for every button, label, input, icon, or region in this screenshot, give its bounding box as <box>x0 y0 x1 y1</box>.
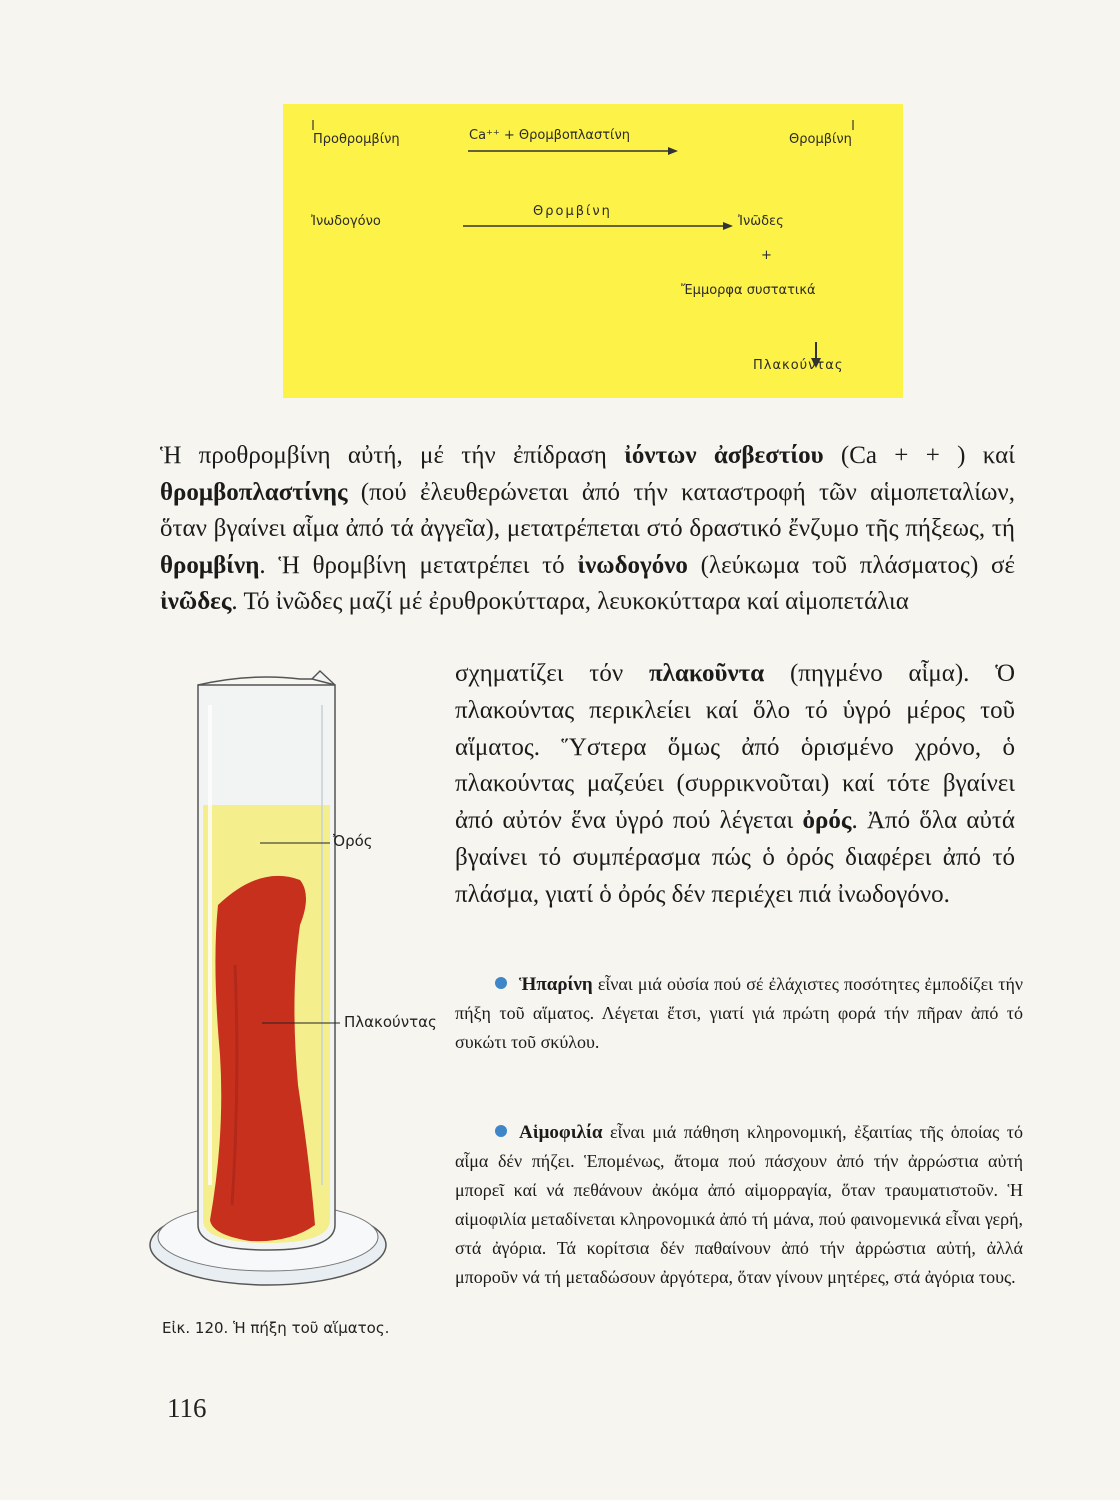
text-span: (πηγμένο αἷμα). Ὁ πλακούντας περικλείει καί ὅλο τό ὑγρό μέρος τοῦ αἵματος. Ὕστερα ὅμως ἀπό ὁρισμένο χρόνο, ὁ πλακούντας μαζεύει (συρρικνοῦται) καί τότε βγαίνει ἀπό αὐτόν ἕνα ὑγρό πού λέγεται <box>455 660 1015 835</box>
term-fibrinogen: ἰνωδογόνο <box>577 551 688 579</box>
reaction1-label: Ca⁺⁺ + Θρομβοπλαστίνη <box>469 128 630 143</box>
text-span: (λεύκωμα τοῦ πλάσματος) σέ <box>687 551 1015 579</box>
term-thromboplastin: θρομβοπλαστίνης <box>160 478 348 506</box>
term-hemophilia: Αἱμοφιλία <box>519 1122 603 1143</box>
text-span: σχηματίζει τόν <box>455 660 649 687</box>
formed-elements-label: Ἔμμορφα συστατικά <box>681 283 816 298</box>
bullet-icon <box>495 1125 507 1137</box>
term-calcium-ions: ἰόντων ἀσβεστίου <box>624 442 824 469</box>
term-thrombin: θρομβίνη <box>160 551 260 579</box>
term-serum: ὀρός <box>802 807 852 835</box>
text-span: . Ἀπό ὅλα αὐτά βγαίνει τό συμπέρασμα πώς ὁ ὀρός διαφέρει ἀπό τό πλάσμα, γιατί ὁ ὀρός δέν περιέχει πιά ἰνωδογόνο. <box>455 807 1015 908</box>
note-text: εἶναι μιά πάθηση κληρονομική, ἐξαιτίας τῆς ὁποίας τό αἷμα δέν πήζει. Ἑπομένως, ἄτομα πού πάσχουν ἀπό τήν ἀρρώστια αὐτή μπορεῖ καί νά πεθάνουν ἀκόμα ἀπό αἱμορραγία, ὅταν τραυματιστοῦν. Ἡ αἱμοφιλία μεταδίνεται κληρονομικά ἀπό τή μάνα, πού φαινομενικά εἶναι γερή, στά ἀγόρια. Τά κορίτσια δέν παθαίνουν ἀπό τήν ἀρρώστια αὐτή, ἀλλά μποροῦν νά τή μεταδώσουν ἀργότερα, ὅταν γίνουν μητέρες, στά ἀγόρια τους. <box>455 1122 1023 1287</box>
bullet-icon <box>495 977 507 989</box>
clot-paragraph <box>455 656 1015 914</box>
fibrin-label: Ἰνῶδες <box>738 214 784 229</box>
text-span: (πού ἐλευθερώνεται ἀπό τήν καταστροφή τῶν αἱμοπεταλίων, ὅταν βγαίνει αἷμα ἀπό τά ἀγγεῖα), μετατρέπεται στό δραστικό ἔνζυμο τῆς πήξεως, τή <box>160 478 1015 542</box>
text-span: Ἡ προθρομβίνη αὐτή, μέ τήν ἐπίδραση <box>160 442 625 469</box>
reaction2-label: Θρομβίνη <box>533 204 612 219</box>
thrombin-label: Θρομβίνη <box>789 132 852 147</box>
text-span: . Ἡ θρομβίνη μετατρέπει τό <box>259 551 578 579</box>
hemophilia-note <box>455 1118 1023 1292</box>
main-paragraph <box>160 438 1015 621</box>
note-text: εἶναι μιά οὐσία πού σέ ἐλάχιστες ποσότητες ἐμποδίζει τήν πήξη τοῦ αἵματος. Λέγεται ἔτσι, γιατί γιά πρώτη φορά τήν πῆραν ἀπό τό συκώτι τοῦ σκύλου. <box>455 974 1023 1052</box>
clot-label: Πλακούντας <box>753 358 844 373</box>
term-clot: πλακοῦντα <box>648 660 765 687</box>
text-span: . Τό ἰνῶδες μαζί μέ ἐρυθροκύτταρα, λευκοκύτταρα καί αἱμοπετάλια <box>231 588 909 615</box>
prothrombin-label: Προθρομβίνη <box>313 132 400 147</box>
coagulation-diagram <box>283 104 903 398</box>
diagram-arrows <box>283 104 903 398</box>
clot-figure-label: Πλακούντας <box>344 1013 437 1031</box>
plus-sign: + <box>761 248 772 263</box>
heparin-note <box>455 970 1023 1057</box>
term-heparin: Ἡπαρίνη <box>519 974 593 995</box>
blood-cylinder-illustration <box>140 665 440 1315</box>
term-fibrin: ἰνῶδες <box>160 588 232 615</box>
fibrinogen-label: Ἰνωδογόνο <box>311 214 381 229</box>
serum-label: Ὀρός <box>333 832 373 850</box>
figure-caption: Εἰκ. 120. Ἡ πήξη τοῦ αἵματος. <box>162 1319 390 1337</box>
text-span: (Ca + + ) καί <box>823 442 1015 469</box>
page-number: 116 <box>167 1393 207 1423</box>
